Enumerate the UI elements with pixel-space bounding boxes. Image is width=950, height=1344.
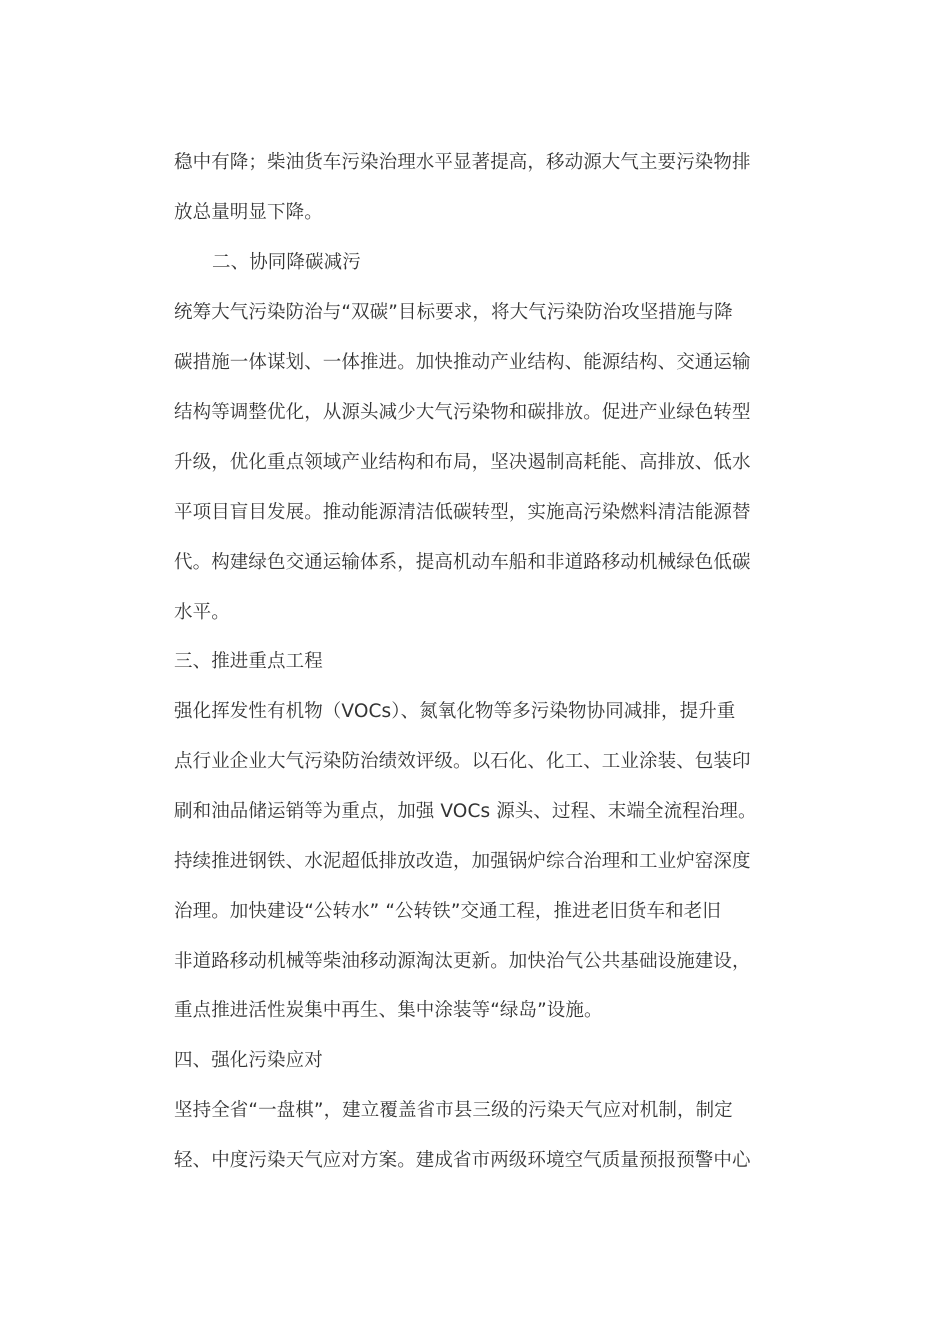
paragraph-line: 水平。 (174, 602, 230, 623)
paragraph-line: 结构等调整优化，从源头减少大气污染物和碳排放。促进产业绿色转型 (174, 402, 751, 423)
section-heading: 三、推进重点工程 (174, 651, 323, 672)
paragraph-line: 持续推进钢铁、水泥超低排放改造，加强锅炉综合治理和工业炉窑深度 (174, 851, 751, 872)
paragraph-line: 治理。加快建设“公转水” “公转铁”交通工程，推进老旧货车和老旧 (174, 901, 721, 922)
section-heading: 四、强化污染应对 (174, 1050, 323, 1071)
paragraph-line: 轻、中度污染天气应对方案。建成省市两级环境空气质量预报预警中心 (174, 1150, 751, 1171)
paragraph-line: 放总量明显下降。 (174, 202, 323, 223)
paragraph-line: 平项目盲目发展。推动能源清洁低碳转型，实施高污染燃料清洁能源替 (174, 502, 751, 523)
paragraph-line: 重点推进活性炭集中再生、集中涂装等“绿岛”设施。 (174, 1000, 603, 1021)
paragraph-line: 代。构建绿色交通运输体系，提高机动车船和非道路移动机械绿色低碳 (174, 552, 751, 573)
paragraph-line: 升级，优化重点领域产业结构和布局，坚决遏制高耗能、高排放、低水 (174, 452, 751, 473)
paragraph-line: 刷和油品储运销等为重点，加强 VOCs 源头、过程、末端全流程治理。 (174, 801, 757, 822)
paragraph-line: 坚持全省“一盘棋”，建立覆盖省市县三级的污染天气应对机制，制定 (174, 1100, 733, 1121)
paragraph-line: 强化挥发性有机物（VOCs）、氮氧化物等多污染物协同减排，提升重 (174, 701, 736, 722)
paragraph-line: 统筹大气污染防治与“双碳”目标要求，将大气污染防治攻坚措施与降 (174, 302, 733, 323)
paragraph-line: 碳措施一体谋划、一体推进。加快推动产业结构、能源结构、交通运输 (174, 352, 751, 373)
paragraph-line: 非道路移动机械等柴油移动源淘汰更新。加快治气公共基础设施建设， (174, 951, 751, 972)
section-heading: 二、协同降碳减污 (212, 252, 361, 273)
paragraph-line: 稳中有降；柴油货车污染治理水平显著提高，移动源大气主要污染物排 (174, 152, 751, 173)
paragraph-line: 点行业企业大气污染防治绩效评级。以石化、化工、工业涂装、包装印 (174, 751, 751, 772)
